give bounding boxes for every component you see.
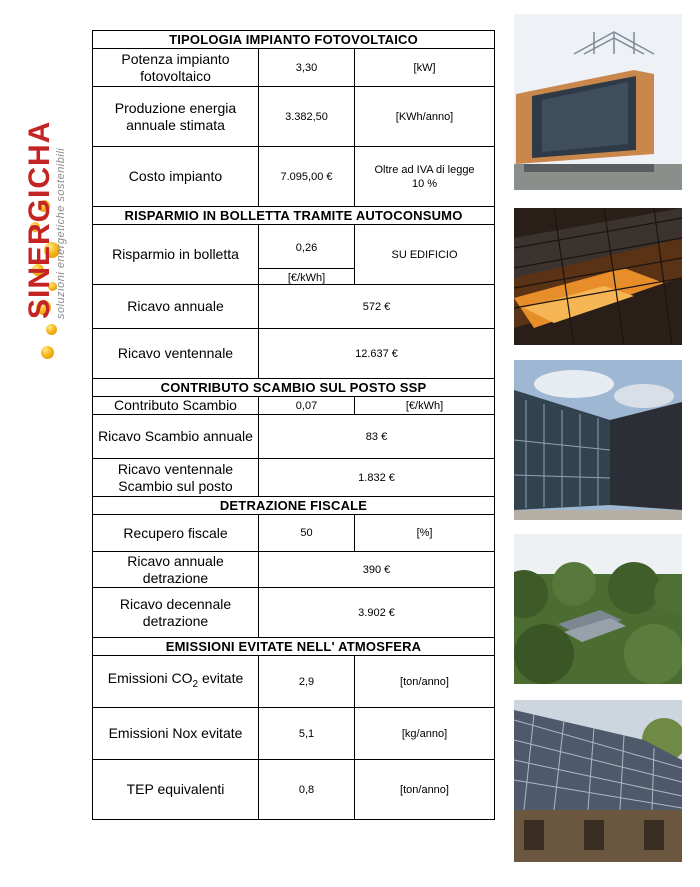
row-label: Emissioni Nox evitate (93, 708, 259, 760)
section-header-contributo: CONTRIBUTO SCAMBIO SUL POSTO SSP (93, 379, 495, 397)
brand-name: SINERGICHA (23, 120, 56, 319)
row-label: Ricavo ventennale (93, 329, 259, 379)
logo-text (25, 39, 85, 329)
row-value: 50 (259, 515, 355, 552)
section-header-risparmio: RISPARMIO IN BOLLETTA TRAMITE AUTOCONSUMO (93, 207, 495, 225)
building-facade-photo (514, 14, 682, 190)
pv-roof-photo (514, 700, 682, 862)
row-unit: Oltre ad IVA di legge 10 % (355, 147, 495, 207)
logo (14, 28, 76, 368)
pv-summary-table (92, 30, 495, 820)
section-header-emissioni: EMISSIONI EVITATE NELL' ATMOSFERA (93, 638, 495, 656)
brand-tagline: soluzioni energetiche sostenibili (55, 147, 67, 319)
row-unit: [ton/anno] (355, 656, 495, 708)
row-value: 0,07 (259, 397, 355, 415)
row-value: 3.382,50 (259, 87, 355, 147)
row-value: 2,9 (259, 656, 355, 708)
label-subscript: 2 (192, 678, 199, 690)
row-value: 83 € (259, 415, 495, 459)
row-value: 390 € (259, 552, 495, 588)
logo-dot (41, 346, 54, 359)
solar-panels-sunset-photo (514, 208, 682, 345)
label-suffix: evitate (198, 670, 244, 687)
row-label: Ricavo annuale detrazione (93, 552, 259, 588)
row-value: 12.637 € (259, 329, 495, 379)
row-unit: [KWh/anno] (355, 87, 495, 147)
row-unit: SU EDIFICIO (355, 225, 495, 285)
glass-building-photo (514, 360, 682, 520)
row-value-cell (259, 225, 355, 285)
row-label: Ricavo annuale (93, 285, 259, 329)
row-label: Ricavo decennale detrazione (93, 588, 259, 638)
row-value: 3,30 (259, 49, 355, 87)
row-label (93, 656, 259, 708)
row-unit: [kW] (355, 49, 495, 87)
row-label: Recupero fiscale (93, 515, 259, 552)
section-header-tipologia: TIPOLOGIA IMPIANTO FOTOVOLTAICO (93, 31, 495, 49)
row-unit: [ton/anno] (355, 760, 495, 820)
row-unit: [%] (355, 515, 495, 552)
forest-roof-photo (514, 534, 682, 684)
row-label: Ricavo Scambio annuale (93, 415, 259, 459)
row-label: Risparmio in bolletta (93, 225, 259, 285)
row-value: 1.832 € (259, 459, 495, 497)
row-value: 3.902 € (259, 588, 495, 638)
row-value: 0,26 (295, 242, 318, 254)
row-label: Potenza impianto fotovoltaico (93, 49, 259, 87)
section-header-detrazione: DETRAZIONE FISCALE (93, 497, 495, 515)
row-value-unit: [€/kWh] (259, 268, 354, 284)
row-label: Contributo Scambio (93, 397, 259, 415)
row-value: 0,8 (259, 760, 355, 820)
row-value: 572 € (259, 285, 495, 329)
row-value: 7.095,00 € (259, 147, 355, 207)
row-label: TEP equivalenti (93, 760, 259, 820)
row-unit: [€/kWh] (355, 397, 495, 415)
label-prefix: Emissioni CO (107, 670, 193, 687)
row-value: 5,1 (259, 708, 355, 760)
row-label: Costo impianto (93, 147, 259, 207)
row-label: Ricavo ventennale Scambio sul posto (93, 459, 259, 497)
row-label: Produzione energia annuale stimata (93, 87, 259, 147)
row-unit: [kg/anno] (355, 708, 495, 760)
